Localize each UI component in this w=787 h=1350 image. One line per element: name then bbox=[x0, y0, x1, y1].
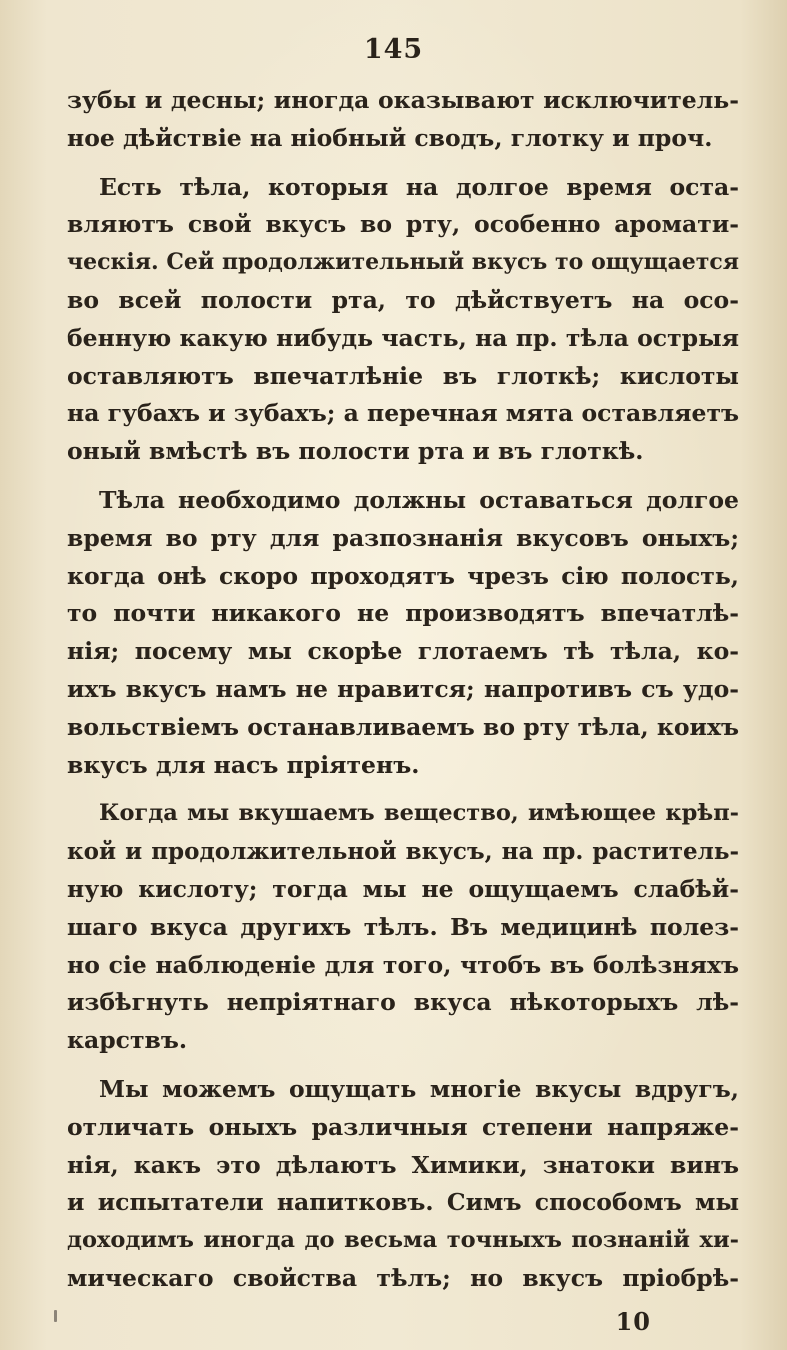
text-line: во всей полости рта, то дѣйствуетъ на осо- bbox=[67, 285, 739, 314]
text-line: отличать оныхъ различныя степени напряже- bbox=[67, 1112, 739, 1141]
text-line: шаго вкуса другихъ тѣлъ. Въ медицинѣ полез- bbox=[67, 912, 739, 941]
text-line: вкусъ для насъ пріятенъ. bbox=[67, 750, 420, 779]
text-line: Когда мы вкушаемъ вещество, имѣющее крѣп- bbox=[99, 800, 739, 827]
signature-mark: 10 bbox=[615, 1307, 651, 1336]
text-line: нія; посему мы скорѣе глотаемъ тѣ тѣла, ко- bbox=[67, 637, 739, 666]
text-line: зубы и десны; иногда оказывают исключитель- bbox=[67, 86, 739, 114]
body-text bbox=[67, 82, 739, 1298]
text-line: ное дѣйствіе на нiобный сводъ, глотку и проч. bbox=[67, 123, 713, 152]
text-line: бенную какую нибудь часть, на пр. тѣла острыя bbox=[67, 323, 739, 352]
text-line: Тѣла необходимо должны оставаться долгое bbox=[99, 485, 739, 514]
text-line: Есть тѣла, которыя на долгое время оста- bbox=[99, 172, 739, 201]
text-line: избѣгнуть непріятнаго вкуса нѣкоторыхъ лѣ- bbox=[67, 988, 739, 1017]
paragraph-gap bbox=[67, 784, 739, 795]
text-line: ческія. Сей продолжительный вкусъ то ощущается bbox=[67, 249, 739, 276]
text-line: время во рту для разпознанія вкусовъ оныхъ; bbox=[67, 523, 739, 552]
text-line: оставляютъ впечатлѣніе въ глоткѣ; кислоты bbox=[67, 361, 739, 390]
text-line: когда онѣ скоро проходятъ чрезъ сію полость, bbox=[67, 561, 739, 590]
text-line: вольствіемъ останавливаемъ во рту тѣла, коихъ bbox=[67, 712, 739, 741]
text-line: мическаго свойства тѣлъ; но вкусъ пріобрѣ- bbox=[67, 1263, 739, 1292]
text-line: кой и продолжительной вкусъ, на пр. раститель- bbox=[67, 838, 739, 866]
text-line: Мы можемъ ощущать многіе вкусы вдругъ, bbox=[99, 1074, 739, 1103]
page-number: 145 bbox=[363, 34, 424, 65]
text-line: нія, какъ это дѣлаютъ Химики, знатоки винъ bbox=[67, 1150, 739, 1179]
margin-mark bbox=[54, 1310, 57, 1322]
text-line: то почти никакого не производятъ впечатлѣ- bbox=[67, 599, 739, 628]
text-line: доходимъ иногда до весьма точныхъ познаній хи- bbox=[67, 1227, 739, 1254]
paragraph-gap bbox=[67, 1060, 739, 1071]
text-line: вляютъ свой вкусъ во рту, особенно аромати- bbox=[67, 210, 739, 239]
paragraph-gap bbox=[67, 158, 739, 169]
text-line: карствъ. bbox=[67, 1026, 188, 1055]
text-line: и испытатели напитковъ. Симъ способомъ мы bbox=[67, 1188, 739, 1217]
text-line: на губахъ и зубахъ; а перечная мята оставляетъ bbox=[67, 399, 739, 428]
text-line: но сіе наблюденіе для того, чтобъ въ болѣзняхъ bbox=[67, 950, 739, 979]
paragraph-gap bbox=[67, 471, 739, 482]
text-line: ную кислоту; тогда мы не ощущаемъ слабѣй- bbox=[67, 874, 739, 903]
text-line: ихъ вкусъ намъ не нравится; напротивъ съ удо- bbox=[67, 674, 739, 703]
text-line: оный вмѣстѣ въ полости рта и въ глоткѣ. bbox=[67, 437, 644, 466]
